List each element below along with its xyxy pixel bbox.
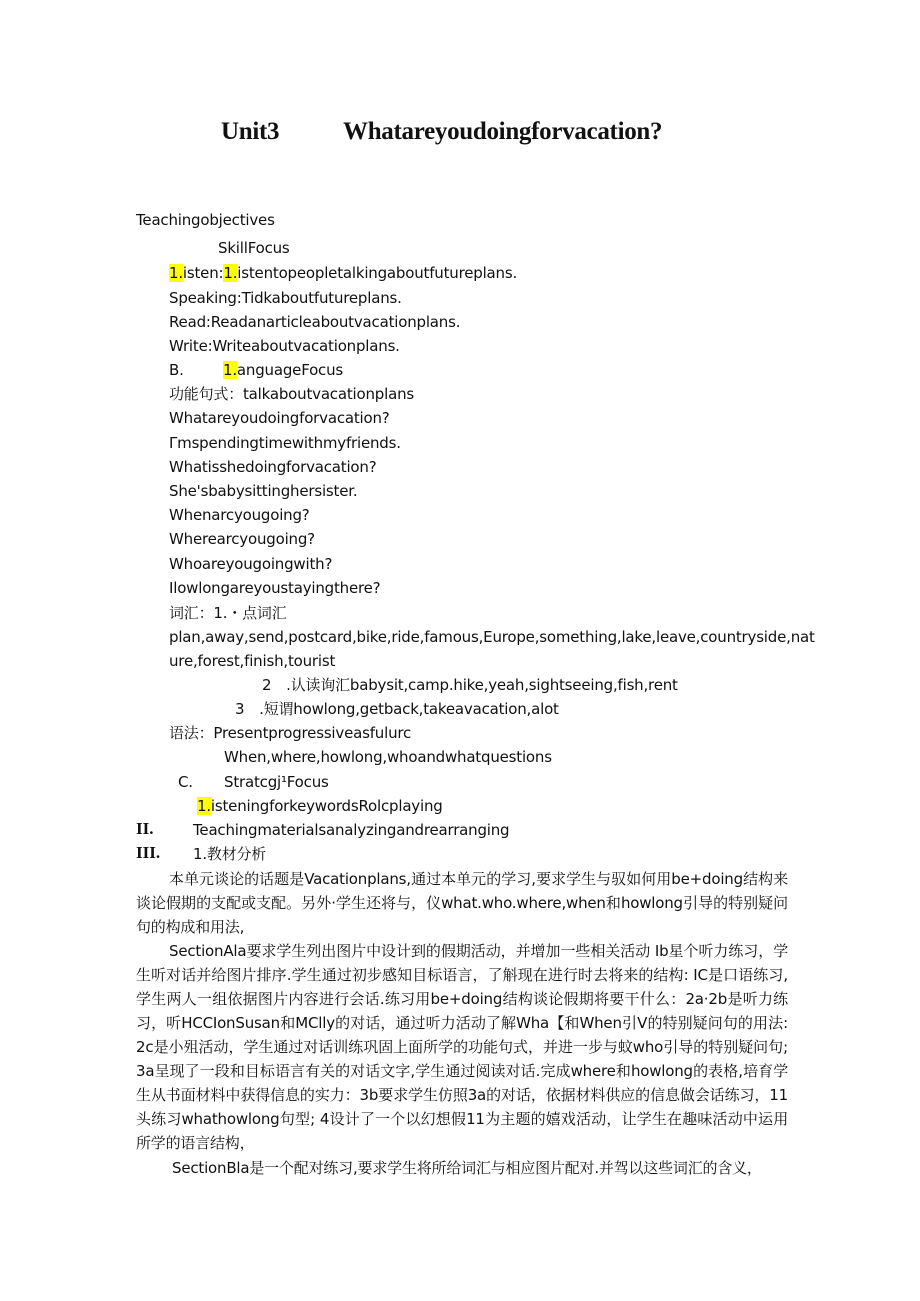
listen-label: isten: — [182, 264, 224, 282]
read-line: Read:Readanarticleaboutvacationplans. — [169, 313, 461, 331]
grammar-label: 语法：Presentprogressiveasfulurc — [169, 724, 412, 742]
language-focus-label: B. — [169, 361, 184, 379]
listen-text: istentopeopletalkingaboutfutureplans. — [237, 264, 518, 282]
vocab-item-3: 3 .短谓howlong,getback,takeavacation,alot — [235, 700, 559, 718]
grammar-questions: When,where,howlong,whoandwhatquestions — [224, 748, 552, 766]
sentence-line: Whenarcyougoing? — [169, 506, 310, 524]
vocab-list-cont: ure,forest,finish,tourist — [169, 652, 336, 670]
highlight-mark: 1. — [223, 361, 237, 379]
paragraph-section-a: SectionAla要求学生列出图片中设计到的假期活动，并增加一些相关活动 Ib星个听力练习，学生听对话并给图片排序.学生通过初步感知目标语言，了斛现在进行时去将来的结构: IC是口语练习,学生两人一组依据图片内容进行会话.练习用be+doing结构谈论假期将要干什么：2a·2b是听力练习，听HCCIonSusan和MClly的对话，通过听力活动了解Wha【和When引V的特别疑问句的用法: 2c是小殂活动，学生通过对话训练巩固上面所学的功能句式，并进一步与蚊who引导的特别疑问句; 3a呈现了一段和目标语言有关的对话文字,学生通过阅读对话.完成where和howlong的表格,培育学生从书面材料中获得信息的实力：3b要求学生仿照3a的对话，依据材料供应的信息做会话练习，11头练习whathowlong句型; 4设计了一个以幻想假11为主题的嬉戏活动，让学生在趣味活动中运用所学的语言结构， — [136, 942, 788, 1152]
vocab-item-2: 2 .认读询汇babysit,camp.hike,yeah,sightseeing,fish,rent — [262, 676, 678, 694]
strategy-focus-heading: Stratcgj¹Focus — [224, 773, 329, 791]
language-focus-text: anguageFocus — [236, 361, 344, 379]
page-title: Whatareyoudoingforvacation? — [343, 118, 663, 145]
section-iii-numeral: III. — [136, 843, 161, 862]
write-line: Write:Writeaboutvacationplans. — [169, 337, 400, 355]
paragraph-section-b: SectionBla是一个配对练习,要求学生将所给词汇与相应图片配对.并驾以这些词汇的含义， — [172, 1159, 762, 1177]
paragraph-intro: 本单元谈论的话题是Vacationplans,通过本单元的学习,要求学生与驭如何用be+doing结构来谈论假期的支配或支配。另外·学生还将与，仪what.who.where,when和howlong引导的特别疑问句的构成和用法, — [136, 870, 788, 936]
sentence-line: Whatisshedoingforvacation? — [169, 458, 377, 476]
skill-focus-heading: SkillFocus — [218, 239, 290, 257]
section-ii-heading: Teachingmaterialsanalyzingandrearranging — [193, 821, 510, 839]
sentence-line: Whoareyougoingwith? — [169, 555, 333, 573]
sentence-line: She'sbabysittinghersister. — [169, 482, 358, 500]
speaking-line: Speaking:Tidkaboutfutureplans. — [169, 289, 402, 307]
vocab-label: 词汇：1.・点词汇 — [169, 604, 287, 622]
sentence-line: Wherearcyougoing? — [169, 530, 315, 548]
highlight-mark: 1. — [223, 264, 238, 282]
functions-label: 功能句式：talkaboutvacationplans — [169, 385, 414, 403]
unit-label: Unit3 — [221, 118, 280, 145]
strategy-text: isteningforkeywordsRolcplaying — [210, 797, 443, 815]
listen-line — [169, 263, 517, 283]
sentence-line: Γmspendingtimewithmyfriends. — [169, 434, 401, 452]
sentence-line: Ilowlongareyoustayingthere? — [169, 579, 381, 597]
sentence-line: Whatareyoudoingforvacation? — [169, 409, 390, 427]
objectives-heading: Teachingobjectives — [136, 211, 275, 229]
section-ii-numeral: II. — [136, 819, 154, 838]
vocab-list: plan,away,send,postcard,bike,ride,famous,Europe,something,lake,leave,countryside,nat — [169, 628, 815, 646]
highlight-mark: 1. — [197, 797, 211, 815]
strategy-line — [197, 796, 443, 816]
highlight-mark: 1. — [169, 264, 183, 282]
strategy-focus-label: C. — [178, 773, 193, 791]
language-focus-heading — [223, 360, 343, 380]
section-iii-heading: 1.教材分析 — [193, 845, 267, 863]
